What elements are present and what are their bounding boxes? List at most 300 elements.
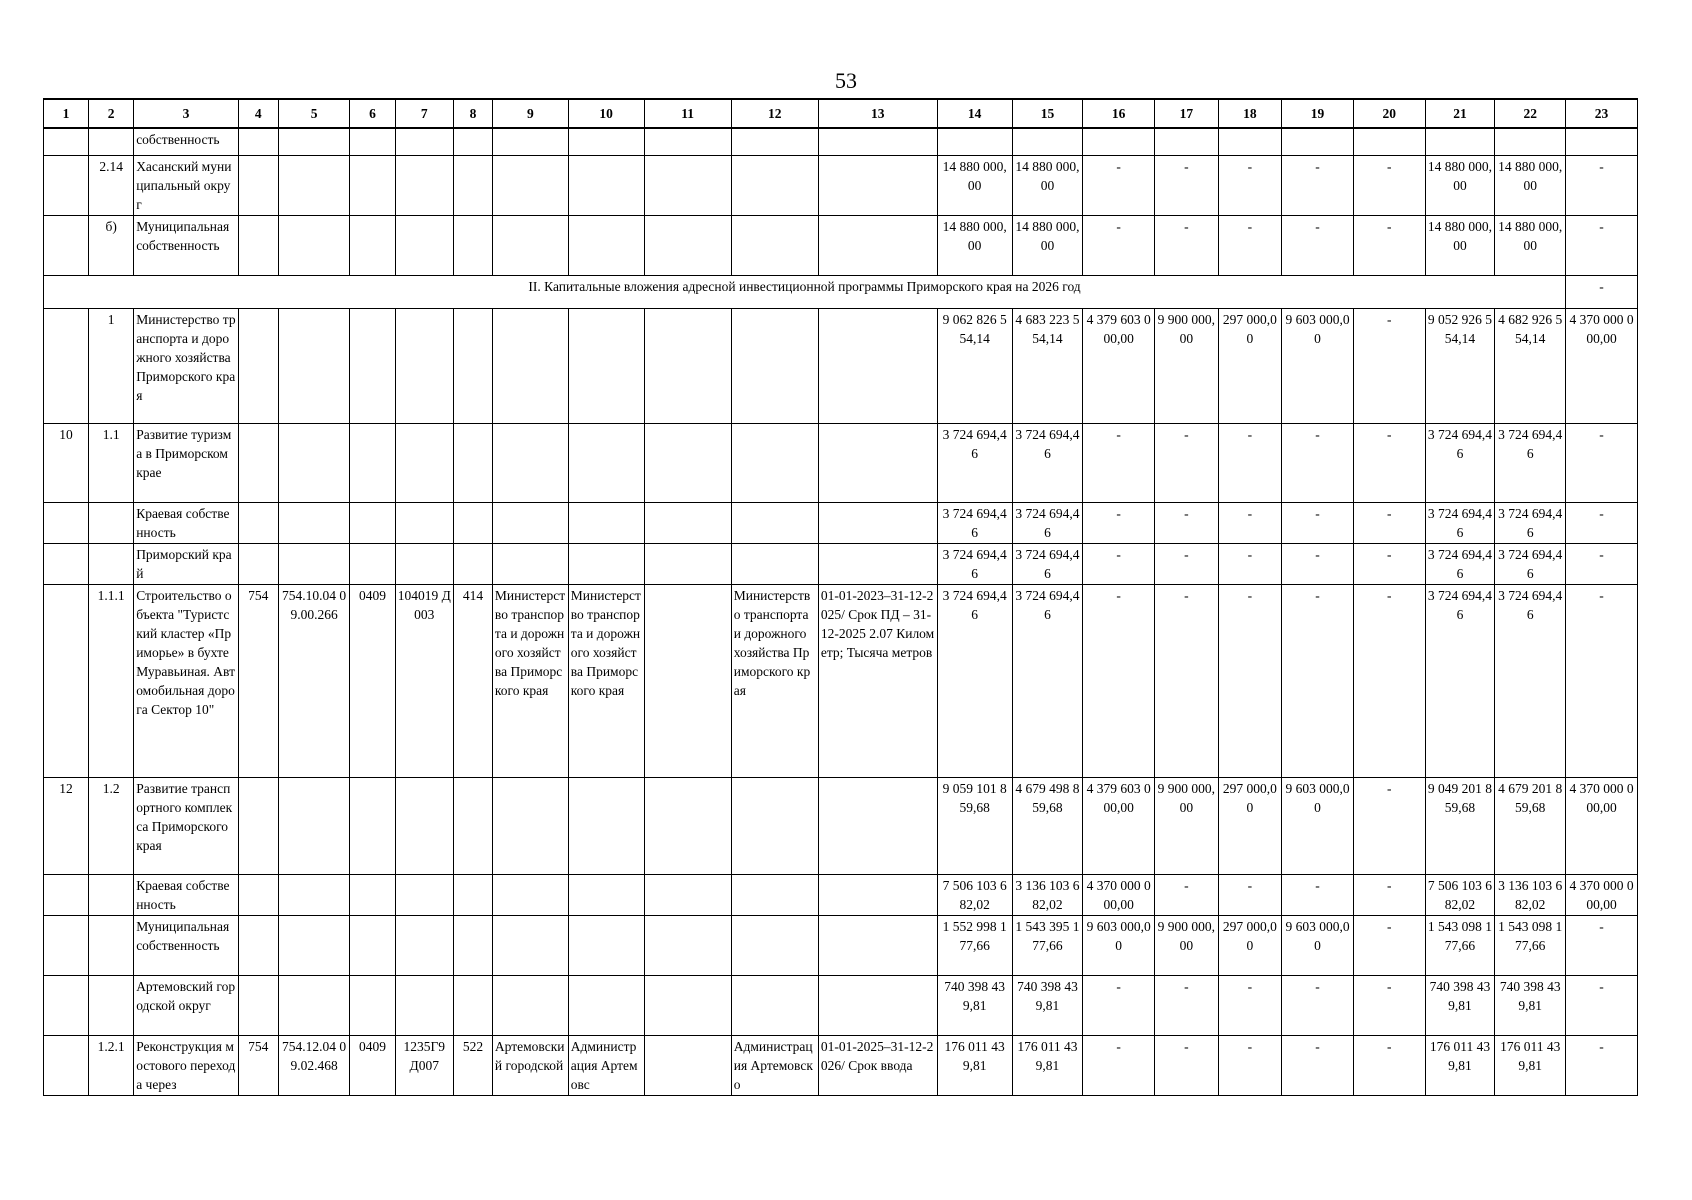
cell-col-10 bbox=[568, 916, 644, 976]
cell-col-12: Министерство транспорта и дорожного хозяйства Приморского края bbox=[731, 585, 818, 778]
cell-col-3: Строительство объекта "Туристский кластер «Приморье» в бухте Муравьиная. Автомобильная дорога Сектор 10" bbox=[134, 585, 239, 778]
cell-col-11 bbox=[644, 585, 731, 778]
cell-col-17: 9 900 000,00 bbox=[1155, 309, 1219, 424]
cell-col-22: 1 543 098 177,66 bbox=[1495, 916, 1566, 976]
cell-col-1 bbox=[44, 976, 89, 1036]
cell-col-4 bbox=[238, 216, 278, 276]
cell-col-5 bbox=[278, 875, 350, 916]
cell-col-20: - bbox=[1353, 156, 1425, 216]
cell-col-2 bbox=[89, 976, 134, 1036]
cell-col-19: 9 603 000,00 bbox=[1282, 916, 1354, 976]
cell-col-17: - bbox=[1155, 976, 1219, 1036]
column-header-14: 14 bbox=[937, 99, 1012, 128]
column-header-10: 10 bbox=[568, 99, 644, 128]
cell-col-18: - bbox=[1218, 976, 1282, 1036]
cell-col-20: - bbox=[1353, 216, 1425, 276]
cell-col-4 bbox=[238, 156, 278, 216]
cell-col-22: 3 724 694,46 bbox=[1495, 503, 1566, 544]
cell-col-1 bbox=[44, 128, 89, 156]
cell-col-22 bbox=[1495, 128, 1566, 156]
cell-col-2: б) bbox=[89, 216, 134, 276]
cell-col-17: - bbox=[1155, 875, 1219, 916]
table-row bbox=[44, 156, 1638, 216]
cell-col-18: - bbox=[1218, 585, 1282, 778]
cell-col-12 bbox=[731, 875, 818, 916]
cell-col-13 bbox=[818, 544, 937, 585]
cell-col-18: - bbox=[1218, 156, 1282, 216]
cell-col-5 bbox=[278, 128, 350, 156]
column-header-7: 7 bbox=[395, 99, 453, 128]
cell-col-11 bbox=[644, 424, 731, 503]
cell-col-2: 1.2 bbox=[89, 778, 134, 875]
cell-col-5 bbox=[278, 544, 350, 585]
cell-col-17: - bbox=[1155, 585, 1219, 778]
table-row bbox=[44, 309, 1638, 424]
cell-col-5 bbox=[278, 976, 350, 1036]
cell-col-23: - bbox=[1566, 544, 1638, 585]
column-header-12: 12 bbox=[731, 99, 818, 128]
cell-col-10 bbox=[568, 216, 644, 276]
column-header-9: 9 bbox=[492, 99, 568, 128]
cell-col-15: 3 136 103 682,02 bbox=[1012, 875, 1083, 916]
cell-col-2 bbox=[89, 128, 134, 156]
cell-col-6 bbox=[350, 976, 395, 1036]
cell-col-21: 3 724 694,46 bbox=[1425, 503, 1495, 544]
cell-col-3: Развитие туризма в Приморском крае bbox=[134, 424, 239, 503]
cell-col-12 bbox=[731, 309, 818, 424]
cell-col-7 bbox=[395, 976, 453, 1036]
column-number-row bbox=[44, 99, 1638, 128]
cell-col-7 bbox=[395, 128, 453, 156]
cell-col-13 bbox=[818, 156, 937, 216]
cell-col-21: 9 049 201 859,68 bbox=[1425, 778, 1495, 875]
cell-col-4 bbox=[238, 875, 278, 916]
cell-col-22: 14 880 000,00 bbox=[1495, 216, 1566, 276]
cell-col-9: Артемовский городской bbox=[492, 1036, 568, 1096]
cell-col-4 bbox=[238, 976, 278, 1036]
column-header-8: 8 bbox=[453, 99, 492, 128]
column-header-18: 18 bbox=[1218, 99, 1282, 128]
cell-col-19: - bbox=[1282, 585, 1354, 778]
cell-col-20: - bbox=[1353, 309, 1425, 424]
cell-col-16: 4 379 603 000,00 bbox=[1083, 778, 1155, 875]
cell-col-12 bbox=[731, 544, 818, 585]
column-header-19: 19 bbox=[1282, 99, 1354, 128]
cell-col-5 bbox=[278, 916, 350, 976]
cell-col-15: 3 724 694,46 bbox=[1012, 503, 1083, 544]
cell-col-8 bbox=[453, 916, 492, 976]
cell-col-5 bbox=[278, 503, 350, 544]
cell-col-14: 14 880 000,00 bbox=[937, 156, 1012, 216]
cell-col-9 bbox=[492, 424, 568, 503]
section-last-cell: - bbox=[1566, 276, 1638, 309]
cell-col-19: - bbox=[1282, 544, 1354, 585]
cell-col-20: - bbox=[1353, 1036, 1425, 1096]
column-header-23: 23 bbox=[1566, 99, 1638, 128]
cell-col-12 bbox=[731, 156, 818, 216]
cell-col-10 bbox=[568, 503, 644, 544]
table-row bbox=[44, 544, 1638, 585]
cell-col-9 bbox=[492, 128, 568, 156]
cell-col-4 bbox=[238, 503, 278, 544]
cell-col-21: 9 052 926 554,14 bbox=[1425, 309, 1495, 424]
section-title: II. Капитальные вложения адресной инвестиционной программы Приморского края на 2026 год bbox=[44, 276, 1566, 309]
cell-col-17: - bbox=[1155, 544, 1219, 585]
cell-col-16 bbox=[1083, 128, 1155, 156]
cell-col-16: 4 379 603 000,00 bbox=[1083, 309, 1155, 424]
cell-col-4 bbox=[238, 309, 278, 424]
cell-col-23: - bbox=[1566, 156, 1638, 216]
cell-col-22: 3 136 103 682,02 bbox=[1495, 875, 1566, 916]
table-header bbox=[44, 99, 1638, 128]
column-header-22: 22 bbox=[1495, 99, 1566, 128]
cell-col-5: 754.10.04 09.00.266 bbox=[278, 585, 350, 778]
cell-col-1 bbox=[44, 875, 89, 916]
cell-col-7 bbox=[395, 544, 453, 585]
cell-col-11 bbox=[644, 216, 731, 276]
section-row bbox=[44, 276, 1638, 309]
cell-col-17: - bbox=[1155, 503, 1219, 544]
cell-col-13 bbox=[818, 976, 937, 1036]
cell-col-7 bbox=[395, 916, 453, 976]
cell-col-4: 754 bbox=[238, 585, 278, 778]
cell-col-10: Администрация Артемовс bbox=[568, 1036, 644, 1096]
cell-col-4 bbox=[238, 916, 278, 976]
column-header-1: 1 bbox=[44, 99, 89, 128]
cell-col-1 bbox=[44, 585, 89, 778]
cell-col-6 bbox=[350, 875, 395, 916]
cell-col-18: 297 000,00 bbox=[1218, 309, 1282, 424]
cell-col-22: 4 682 926 554,14 bbox=[1495, 309, 1566, 424]
cell-col-6 bbox=[350, 216, 395, 276]
cell-col-13 bbox=[818, 778, 937, 875]
cell-col-21: 14 880 000,00 bbox=[1425, 216, 1495, 276]
cell-col-3: Приморский край bbox=[134, 544, 239, 585]
cell-col-20: - bbox=[1353, 503, 1425, 544]
cell-col-20: - bbox=[1353, 976, 1425, 1036]
cell-col-18: 297 000,00 bbox=[1218, 778, 1282, 875]
cell-col-15: 14 880 000,00 bbox=[1012, 156, 1083, 216]
cell-col-6 bbox=[350, 309, 395, 424]
cell-col-21: 176 011 439,81 bbox=[1425, 1036, 1495, 1096]
cell-col-2 bbox=[89, 544, 134, 585]
cell-col-13: 01-01-2023–31-12-2025/ Срок ПД – 31-12-2025 2.07 Километр; Тысяча метров bbox=[818, 585, 937, 778]
cell-col-19: - bbox=[1282, 875, 1354, 916]
cell-col-14 bbox=[937, 128, 1012, 156]
cell-col-15: 3 724 694,46 bbox=[1012, 585, 1083, 778]
cell-col-8 bbox=[453, 128, 492, 156]
cell-col-10 bbox=[568, 309, 644, 424]
cell-col-14: 740 398 439,81 bbox=[937, 976, 1012, 1036]
column-header-3: 3 bbox=[134, 99, 239, 128]
cell-col-17: - bbox=[1155, 216, 1219, 276]
cell-col-1 bbox=[44, 916, 89, 976]
cell-col-11 bbox=[644, 778, 731, 875]
cell-col-7 bbox=[395, 216, 453, 276]
cell-col-8 bbox=[453, 503, 492, 544]
cell-col-4 bbox=[238, 424, 278, 503]
cell-col-19: - bbox=[1282, 503, 1354, 544]
cell-col-16: - bbox=[1083, 585, 1155, 778]
cell-col-14: 176 011 439,81 bbox=[937, 1036, 1012, 1096]
cell-col-23: 4 370 000 000,00 bbox=[1566, 778, 1638, 875]
cell-col-11 bbox=[644, 875, 731, 916]
cell-col-19: - bbox=[1282, 156, 1354, 216]
cell-col-16: 4 370 000 000,00 bbox=[1083, 875, 1155, 916]
cell-col-18: - bbox=[1218, 503, 1282, 544]
cell-col-5: 754.12.04 09.02.468 bbox=[278, 1036, 350, 1096]
table-row bbox=[44, 875, 1638, 916]
cell-col-8 bbox=[453, 544, 492, 585]
cell-col-12 bbox=[731, 916, 818, 976]
cell-col-22: 3 724 694,46 bbox=[1495, 585, 1566, 778]
cell-col-3: Хасанский муниципальный округ bbox=[134, 156, 239, 216]
cell-col-23: - bbox=[1566, 216, 1638, 276]
cell-col-8 bbox=[453, 424, 492, 503]
cell-col-20: - bbox=[1353, 585, 1425, 778]
cell-col-6 bbox=[350, 544, 395, 585]
cell-col-8: 414 bbox=[453, 585, 492, 778]
cell-col-20: - bbox=[1353, 544, 1425, 585]
cell-col-16: - bbox=[1083, 424, 1155, 503]
cell-col-9 bbox=[492, 875, 568, 916]
cell-col-21: 7 506 103 682,02 bbox=[1425, 875, 1495, 916]
cell-col-23: - bbox=[1566, 503, 1638, 544]
cell-col-11 bbox=[644, 976, 731, 1036]
cell-col-20: - bbox=[1353, 424, 1425, 503]
cell-col-16: 9 603 000,00 bbox=[1083, 916, 1155, 976]
cell-col-19: - bbox=[1282, 216, 1354, 276]
cell-col-16: - bbox=[1083, 156, 1155, 216]
cell-col-5 bbox=[278, 424, 350, 503]
cell-col-23: 4 370 000 000,00 bbox=[1566, 875, 1638, 916]
cell-col-23: 4 370 000 000,00 bbox=[1566, 309, 1638, 424]
cell-col-21: 14 880 000,00 bbox=[1425, 156, 1495, 216]
cell-col-9 bbox=[492, 916, 568, 976]
cell-col-2: 1 bbox=[89, 309, 134, 424]
cell-col-11 bbox=[644, 309, 731, 424]
cell-col-3: Артемовский городской округ bbox=[134, 976, 239, 1036]
cell-col-16: - bbox=[1083, 503, 1155, 544]
cell-col-13 bbox=[818, 309, 937, 424]
cell-col-2: 1.2.1 bbox=[89, 1036, 134, 1096]
cell-col-6 bbox=[350, 916, 395, 976]
cell-col-1 bbox=[44, 309, 89, 424]
cell-col-13 bbox=[818, 424, 937, 503]
cell-col-14: 3 724 694,46 bbox=[937, 544, 1012, 585]
cell-col-15: 4 683 223 554,14 bbox=[1012, 309, 1083, 424]
cell-col-23: - bbox=[1566, 424, 1638, 503]
cell-col-1 bbox=[44, 1036, 89, 1096]
cell-col-14: 1 552 998 177,66 bbox=[937, 916, 1012, 976]
cell-col-7: 1235Г9 Д007 bbox=[395, 1036, 453, 1096]
cell-col-11 bbox=[644, 916, 731, 976]
cell-col-14: 14 880 000,00 bbox=[937, 216, 1012, 276]
cell-col-23: - bbox=[1566, 916, 1638, 976]
cell-col-2 bbox=[89, 503, 134, 544]
cell-col-23: - bbox=[1566, 1036, 1638, 1096]
column-header-2: 2 bbox=[89, 99, 134, 128]
page-number: 53 bbox=[835, 68, 857, 93]
cell-col-10: Министерство транспорта и дорожного хозяйства Приморского края bbox=[568, 585, 644, 778]
cell-col-9 bbox=[492, 976, 568, 1036]
table-row bbox=[44, 216, 1638, 276]
column-header-5: 5 bbox=[278, 99, 350, 128]
cell-col-19: 9 603 000,00 bbox=[1282, 309, 1354, 424]
cell-col-4 bbox=[238, 544, 278, 585]
cell-col-3: Министерство транспорта и дорожного хозяйства Приморского края bbox=[134, 309, 239, 424]
cell-col-16: - bbox=[1083, 1036, 1155, 1096]
cell-col-18: 297 000,00 bbox=[1218, 916, 1282, 976]
cell-col-15: 740 398 439,81 bbox=[1012, 976, 1083, 1036]
cell-col-16: - bbox=[1083, 544, 1155, 585]
cell-col-19: - bbox=[1282, 976, 1354, 1036]
cell-col-8: 522 bbox=[453, 1036, 492, 1096]
cell-col-22: 3 724 694,46 bbox=[1495, 424, 1566, 503]
investment-program-table bbox=[43, 98, 1638, 1096]
cell-col-6 bbox=[350, 503, 395, 544]
cell-col-2 bbox=[89, 916, 134, 976]
cell-col-7 bbox=[395, 778, 453, 875]
cell-col-6 bbox=[350, 128, 395, 156]
cell-col-3: Муниципальная собственность bbox=[134, 916, 239, 976]
cell-col-7: 104019 Д003 bbox=[395, 585, 453, 778]
cell-col-15 bbox=[1012, 128, 1083, 156]
cell-col-14: 9 062 826 554,14 bbox=[937, 309, 1012, 424]
cell-col-21: 740 398 439,81 bbox=[1425, 976, 1495, 1036]
table-row bbox=[44, 916, 1638, 976]
cell-col-16: - bbox=[1083, 976, 1155, 1036]
cell-col-12 bbox=[731, 216, 818, 276]
cell-col-13 bbox=[818, 128, 937, 156]
cell-col-1: 12 bbox=[44, 778, 89, 875]
cell-col-15: 1 543 395 177,66 bbox=[1012, 916, 1083, 976]
cell-col-9: Министерство транспорта и дорожного хозяйства Приморского края bbox=[492, 585, 568, 778]
cell-col-14: 3 724 694,46 bbox=[937, 503, 1012, 544]
cell-col-12 bbox=[731, 778, 818, 875]
cell-col-6: 0409 bbox=[350, 1036, 395, 1096]
cell-col-1 bbox=[44, 156, 89, 216]
cell-col-4 bbox=[238, 128, 278, 156]
cell-col-15: 14 880 000,00 bbox=[1012, 216, 1083, 276]
column-header-6: 6 bbox=[350, 99, 395, 128]
cell-col-6 bbox=[350, 424, 395, 503]
cell-col-8 bbox=[453, 976, 492, 1036]
cell-col-18: - bbox=[1218, 875, 1282, 916]
cell-col-20: - bbox=[1353, 916, 1425, 976]
cell-col-3: Краевая собственность bbox=[134, 875, 239, 916]
cell-col-18 bbox=[1218, 128, 1282, 156]
cell-col-20: - bbox=[1353, 875, 1425, 916]
cell-col-12 bbox=[731, 503, 818, 544]
cell-col-10 bbox=[568, 778, 644, 875]
cell-col-17: 9 900 000,00 bbox=[1155, 778, 1219, 875]
cell-col-11 bbox=[644, 544, 731, 585]
cell-col-17 bbox=[1155, 128, 1219, 156]
cell-col-9 bbox=[492, 503, 568, 544]
cell-col-21: 3 724 694,46 bbox=[1425, 544, 1495, 585]
cell-col-21 bbox=[1425, 128, 1495, 156]
cell-col-15: 176 011 439,81 bbox=[1012, 1036, 1083, 1096]
cell-col-15: 4 679 498 859,68 bbox=[1012, 778, 1083, 875]
table-row bbox=[44, 1036, 1638, 1096]
cell-col-11 bbox=[644, 156, 731, 216]
column-header-20: 20 bbox=[1353, 99, 1425, 128]
cell-col-10 bbox=[568, 156, 644, 216]
cell-col-3: Муниципальная собственность bbox=[134, 216, 239, 276]
cell-col-6: 0409 bbox=[350, 585, 395, 778]
table-row bbox=[44, 976, 1638, 1036]
cell-col-9 bbox=[492, 544, 568, 585]
cell-col-16: - bbox=[1083, 216, 1155, 276]
cell-col-7 bbox=[395, 424, 453, 503]
cell-col-18: - bbox=[1218, 424, 1282, 503]
cell-col-22: 14 880 000,00 bbox=[1495, 156, 1566, 216]
cell-col-12 bbox=[731, 976, 818, 1036]
column-header-15: 15 bbox=[1012, 99, 1083, 128]
cell-col-7 bbox=[395, 156, 453, 216]
table-row bbox=[44, 585, 1638, 778]
cell-col-23: - bbox=[1566, 976, 1638, 1036]
cell-col-22: 4 679 201 859,68 bbox=[1495, 778, 1566, 875]
cell-col-10 bbox=[568, 875, 644, 916]
column-header-16: 16 bbox=[1083, 99, 1155, 128]
cell-col-8 bbox=[453, 309, 492, 424]
cell-col-2: 2.14 bbox=[89, 156, 134, 216]
cell-col-13 bbox=[818, 916, 937, 976]
cell-col-8 bbox=[453, 875, 492, 916]
cell-col-20 bbox=[1353, 128, 1425, 156]
cell-col-1: 10 bbox=[44, 424, 89, 503]
cell-col-1 bbox=[44, 503, 89, 544]
cell-col-8 bbox=[453, 156, 492, 216]
cell-col-21: 3 724 694,46 bbox=[1425, 424, 1495, 503]
cell-col-10 bbox=[568, 424, 644, 503]
column-header-21: 21 bbox=[1425, 99, 1495, 128]
cell-col-23: - bbox=[1566, 585, 1638, 778]
cell-col-5 bbox=[278, 216, 350, 276]
cell-col-2 bbox=[89, 875, 134, 916]
cell-col-22: 176 011 439,81 bbox=[1495, 1036, 1566, 1096]
cell-col-11 bbox=[644, 503, 731, 544]
cell-col-13 bbox=[818, 216, 937, 276]
cell-col-17: 9 900 000,00 bbox=[1155, 916, 1219, 976]
cell-col-12: Администрация Артемовско bbox=[731, 1036, 818, 1096]
cell-col-5 bbox=[278, 309, 350, 424]
cell-col-2: 1.1.1 bbox=[89, 585, 134, 778]
cell-col-12 bbox=[731, 128, 818, 156]
cell-col-7 bbox=[395, 309, 453, 424]
table-row bbox=[44, 128, 1638, 156]
cell-col-17: - bbox=[1155, 1036, 1219, 1096]
cell-col-14: 3 724 694,46 bbox=[937, 424, 1012, 503]
cell-col-3: Развитие транспортного комплекса Приморского края bbox=[134, 778, 239, 875]
cell-col-23 bbox=[1566, 128, 1638, 156]
cell-col-6 bbox=[350, 778, 395, 875]
table-row bbox=[44, 424, 1638, 503]
cell-col-11 bbox=[644, 128, 731, 156]
cell-col-14: 9 059 101 859,68 bbox=[937, 778, 1012, 875]
cell-col-1 bbox=[44, 544, 89, 585]
cell-col-8 bbox=[453, 778, 492, 875]
cell-col-4 bbox=[238, 778, 278, 875]
cell-col-20: - bbox=[1353, 778, 1425, 875]
table-body bbox=[44, 128, 1638, 1096]
cell-col-3: Краевая собственность bbox=[134, 503, 239, 544]
cell-col-9 bbox=[492, 216, 568, 276]
cell-col-14: 7 506 103 682,02 bbox=[937, 875, 1012, 916]
cell-col-19 bbox=[1282, 128, 1354, 156]
